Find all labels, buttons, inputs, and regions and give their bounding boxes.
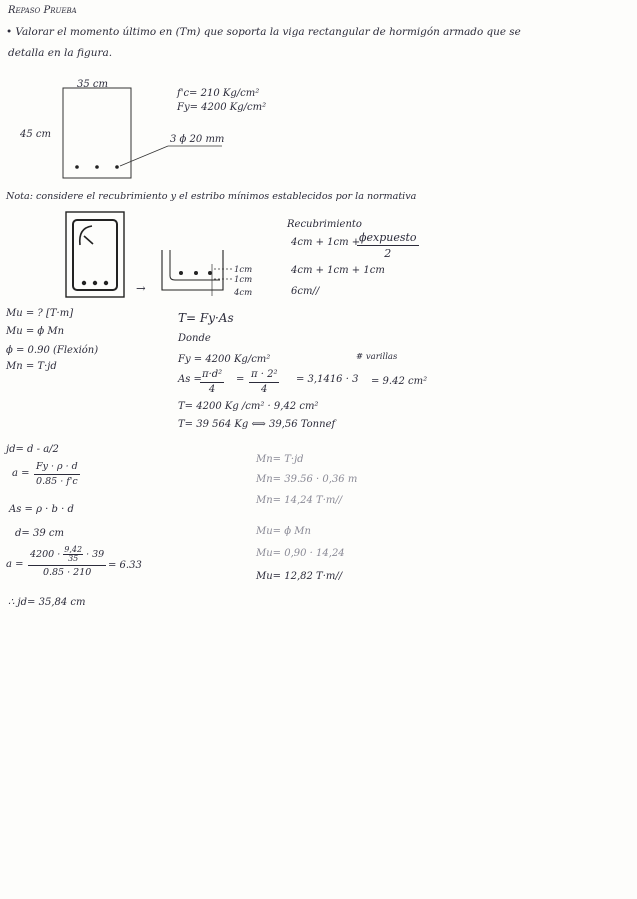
detail-label-4cm: 4cm — [234, 288, 253, 298]
as-label: As = — [178, 374, 202, 385]
stirrup-bar-1 — [82, 281, 86, 285]
a-fraction-num: Fy · ρ · d — [34, 462, 80, 475]
mu-unknown: Mu = ? [T·m] — [6, 308, 74, 319]
a2-inner-fraction — [63, 546, 83, 563]
cover-title: Recubrimiento — [287, 219, 362, 230]
as-fraction-2-num: π · 2² — [249, 370, 279, 383]
detail-label-1cm-a: 1cm — [234, 265, 253, 275]
a-fraction-den: 0.85 · f'c — [36, 475, 78, 487]
cover-expr: 4cm + 1cm + — [291, 237, 361, 248]
a2-num-part-b: · 39 — [86, 549, 105, 560]
as-fraction-2 — [249, 370, 279, 395]
as-product: = 3,1416 · 3 — [296, 374, 359, 385]
bars-count-note: # varillas — [356, 352, 398, 362]
bars-leader-line — [120, 146, 168, 166]
cover-fraction-den: 2 — [384, 247, 392, 260]
a-label: a = — [12, 468, 30, 479]
jd-definition: jd= d - a/2 — [6, 444, 59, 455]
bars-label: 3 ϕ 20 mm — [170, 134, 225, 145]
tension-calc-2: T= 39 564 Kg ⟺ 39,56 Tonnef — [178, 419, 336, 430]
d-value: d= 39 cm — [15, 528, 64, 539]
a2-result: = 6.33 — [108, 560, 142, 571]
mn-calculation: Mn= 39.56 · 0,36 m — [256, 474, 358, 485]
note-text: Nota: considere el recubrimiento y el estribo mínimos establecidos por la normativa — [6, 191, 417, 202]
detail-outer-edge — [162, 250, 223, 290]
stirrup-section-inner — [73, 220, 117, 290]
cover-result: 6cm// — [291, 286, 320, 297]
as-fraction-2-den: 4 — [261, 384, 268, 395]
mn-equation-calc: Mn= T·jd — [256, 454, 304, 465]
rebar-dot-3 — [115, 165, 119, 169]
mu-result: Mu= 12,82 T·m// — [256, 571, 343, 582]
a2-inner-num: 9,42 — [64, 545, 83, 554]
prompt-line-1: • Valorar el momento último en (Tm) que soporta la viga rectangular de hormigón armado que se — [6, 26, 521, 38]
as-result: = 9.42 cm² — [371, 376, 428, 387]
stirrup-hook — [80, 226, 93, 245]
fy-value: Fy = 4200 Kg/cm² — [178, 354, 271, 365]
prompt-line-2: detalla en la figura. — [8, 47, 113, 59]
fc-label: f'c= 210 Kg/cm² — [177, 88, 260, 99]
as-fraction-1 — [200, 370, 224, 395]
a2-fraction-num — [28, 546, 106, 566]
mu-equation: Mu = ϕ Mn — [6, 326, 65, 337]
beam-section-outline — [63, 88, 131, 178]
a-fraction — [34, 462, 80, 486]
tension-equation: T= Fy·As — [178, 311, 234, 325]
tension-calc-1: T= 4200 Kg /cm² · 9,42 cm² — [178, 401, 319, 412]
page-title: Repaso Prueba — [8, 5, 77, 16]
mu-calculation: Mu= 0,90 · 14,24 — [256, 548, 345, 559]
a2-label: a = — [6, 559, 24, 570]
as-equals: = — [236, 374, 245, 385]
cover-fraction-num: ϕexpuesto — [359, 231, 417, 244]
mu-equation-calc: Mu= ϕ Mn — [256, 526, 311, 537]
beam-width-label: 35 cm — [77, 79, 108, 90]
beam-height-label: 45 cm — [20, 129, 51, 140]
rebar-dot-2 — [95, 165, 99, 169]
detail-bar-2 — [194, 271, 198, 275]
fy-label: Fy= 4200 Kg/cm² — [177, 102, 267, 113]
detail-stirrup-edge — [170, 250, 220, 280]
stirrup-bar-3 — [104, 281, 108, 285]
detail-label-1cm-b: 1cm — [234, 275, 253, 285]
a2-num-part-a: 4200 · — [30, 549, 61, 560]
a2-inner-den: 35 — [68, 554, 79, 563]
phi-value: ϕ = 0.90 (Flexión) — [6, 345, 99, 356]
a2-fraction-den: 0.85 · 210 — [42, 567, 92, 578]
as-fraction-1-den: 4 — [208, 384, 216, 395]
mn-equation: Mn = T·jd — [6, 361, 57, 372]
rebar-dot-1 — [75, 165, 79, 169]
donde-label: Donde — [178, 333, 211, 344]
a2-fraction — [28, 546, 106, 578]
as-definition: As = ρ · b · d — [9, 504, 74, 515]
detail-bar-1 — [179, 271, 183, 275]
cover-fraction — [357, 232, 419, 259]
detail-arrow: → — [136, 281, 146, 295]
cover-sum: 4cm + 1cm + 1cm — [291, 265, 385, 276]
jd-result: ∴ jd= 35,84 cm — [8, 597, 86, 608]
stirrup-bar-2 — [93, 281, 97, 285]
detail-bar-3 — [208, 271, 212, 275]
as-fraction-1-num: π·d² — [200, 370, 224, 383]
mn-result: Mn= 14,24 T·m// — [256, 495, 343, 506]
